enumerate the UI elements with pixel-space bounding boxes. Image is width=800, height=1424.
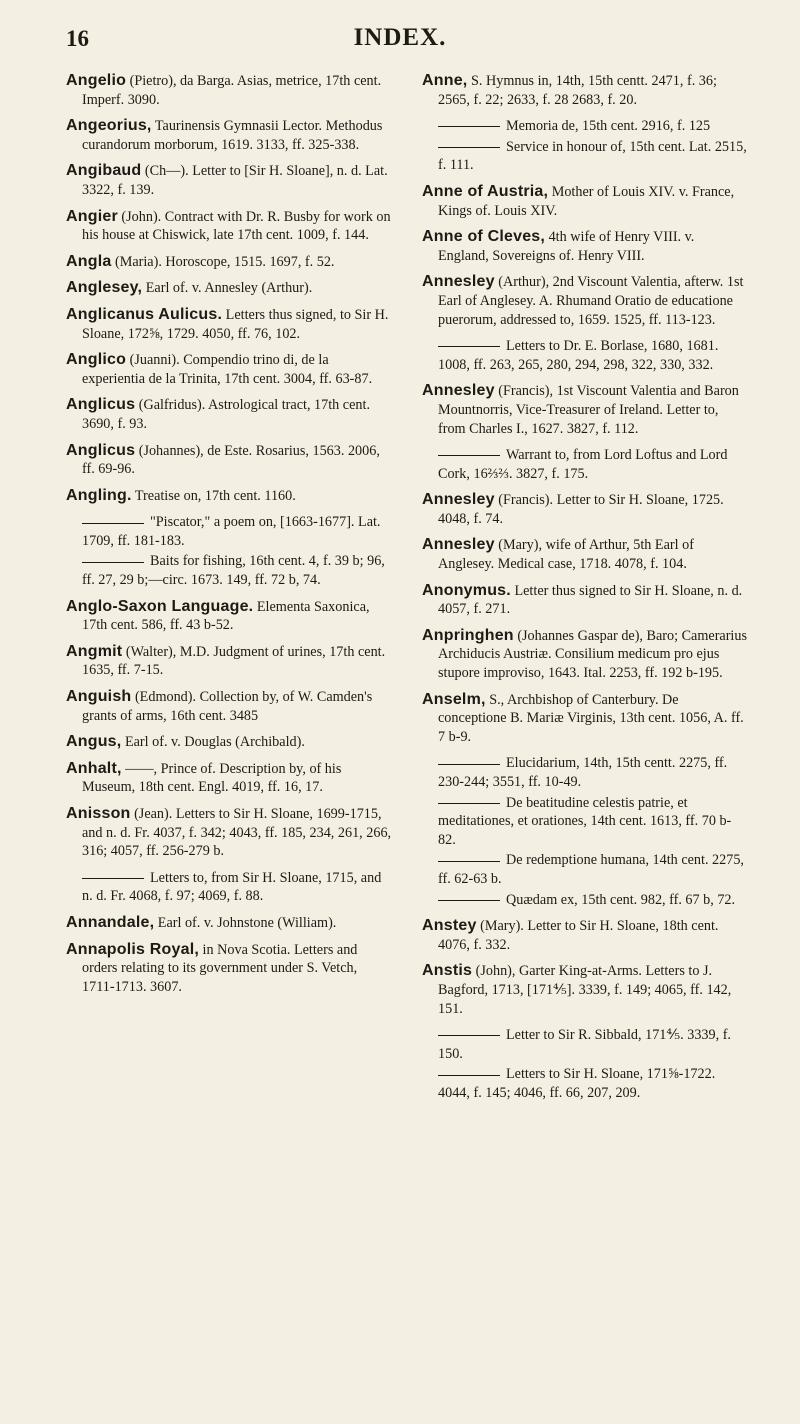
- index-subentry: [422, 1026, 748, 1063]
- entry-headword: Anglesey,: [66, 279, 143, 297]
- right-column: [422, 72, 748, 1111]
- ditto-rule: [438, 455, 500, 456]
- index-entry: [422, 382, 748, 438]
- subentry-text: Letters to, from Sir H. Sloane, 1715, and n. d. Fr. 4068, f. 97; 4069, f. 88.: [82, 869, 382, 905]
- entry-text: (Mary). Letter to Sir H. Sloane, 18th cent. 4076, f. 332.: [438, 918, 719, 953]
- subentry-text: Letters to Sir H. Sloane, 171⅝-1722. 4044, f. 145; 4046, ff. 66, 207, 209.: [438, 1066, 716, 1101]
- entry-headword: Anselm,: [422, 690, 486, 708]
- entry-headword: Annandale,: [66, 913, 155, 931]
- entry-headword: Anglicus: [66, 441, 136, 459]
- entry-text: (Galfridus). Astrological tract, 17th cent. 3690, f. 93.: [82, 397, 370, 432]
- entry-text: (Arthur), 2nd Viscount Valentia, afterw. 1st Earl of Anglesey. A. Rhumand Oratio de educatione puerorum, addressed to, 1659. 1525, ff. 113-123.: [438, 274, 744, 328]
- index-entry: [422, 536, 748, 573]
- entry-headword: Anonymus.: [422, 581, 511, 599]
- subentry-text: Elucidarium, 14th, 15th centt. 2275, ff. 230-244; 3551, ff. 10-49.: [438, 755, 728, 790]
- index-entry: [66, 914, 392, 933]
- entry-headword: Anpringhen: [422, 626, 514, 644]
- index-subentry: [422, 1065, 748, 1102]
- index-entry: [66, 733, 392, 752]
- entry-headword: Annapolis Royal,: [66, 940, 199, 958]
- ditto-rule: [438, 861, 500, 862]
- index-entry: [66, 598, 392, 635]
- index-entry: [422, 691, 748, 747]
- entry-text: (Ch—). Letter to [Sir H. Sloane], n. d. Lat. 3322, f. 139.: [82, 163, 388, 198]
- entry-text: Earl of. v. Johnstone (William).: [154, 914, 337, 931]
- ditto-rule: [438, 126, 500, 127]
- left-column: [66, 72, 392, 1004]
- entry-text: (Johannes), de Este. Rosarius, 1563. 2006, ff. 69-96.: [82, 442, 380, 478]
- subentry-text: Warrant to, from Lord Loftus and Lord Cork, 16⅔⅔. 3827, f. 175.: [438, 447, 728, 482]
- ditto-rule: [82, 562, 144, 563]
- subentry-text: Memoria de, 15th cent. 2916, f. 125: [506, 118, 711, 135]
- index-subentry: [66, 513, 392, 550]
- subentry-text: "Piscator," a poem on, [1663-1677]. Lat. 1709, ff. 181-183.: [82, 514, 381, 549]
- index-entry: [66, 72, 392, 109]
- page-number: 16: [66, 26, 89, 51]
- index-entry: [66, 805, 392, 861]
- ditto-rule: [438, 803, 500, 804]
- index-entry: [66, 688, 392, 725]
- entry-headword: Anne,: [422, 72, 468, 89]
- entry-headword: Angelio: [66, 72, 127, 89]
- entry-text: Earl of. v. Annesley (Arthur).: [142, 280, 313, 297]
- index-subentry: [422, 117, 748, 136]
- index-entry: [66, 351, 392, 388]
- entry-text: in Nova Scotia. Letters and orders relating to its government under S. Vetch, 1711-1713. 3607.: [82, 941, 358, 995]
- entry-text: (Johannes Gaspar de), Baro; Camerarius Archiducis Austriæ. Consilium medicum pro ejus stupore improviso, 1643. Ital. 2253, ff. 192 b-195.: [438, 627, 747, 682]
- entry-headword: Angeorius,: [66, 117, 152, 135]
- ditto-rule: [438, 147, 500, 148]
- index-entry: [422, 627, 748, 683]
- entry-headword: Angmit: [66, 642, 123, 660]
- entry-text: (Jean). Letters to Sir H. Sloane, 1699-1715, and n. d. Fr. 4037, f. 342; 4043, ff. 185, 234, 261, 266, 316; 4057, ff. 256-279 b.: [82, 806, 392, 860]
- entry-text: (Mary), wife of Arthur, 5th Earl of Anglesey. Medical case, 1718. 4078, f. 104.: [438, 537, 694, 573]
- index-subentry: [422, 794, 748, 850]
- entry-text: Mother of Louis XIV. v. France, Kings of. Louis XIV.: [438, 183, 735, 219]
- entry-text: (Francis), 1st Viscount Valentia and Baron Mountnorris, Vice-Treasurer of Ireland. Letter to, from Charles I., 1627. 3827, f. 112.: [438, 383, 739, 437]
- index-entry: [422, 228, 748, 265]
- entry-headword: Anhalt,: [66, 759, 122, 777]
- index-entry: [66, 941, 392, 997]
- subentry-text: Service in honour of, 15th cent. Lat. 2515, f. 111.: [438, 138, 747, 174]
- index-entry: [66, 396, 392, 433]
- index-entry: [66, 208, 392, 245]
- index-entry: [66, 117, 392, 154]
- index-subentry: [422, 851, 748, 888]
- index-entry: [422, 273, 748, 329]
- entry-text: (Francis). Letter to Sir H. Sloane, 1725. 4048, f. 74.: [438, 492, 724, 527]
- entry-headword: Annesley: [422, 382, 495, 400]
- index-subentry: [66, 869, 392, 906]
- ditto-rule: [438, 346, 500, 347]
- index-entry: [66, 442, 392, 479]
- entry-text: S. Hymnus in, 14th, 15th centt. 2471, f. 36; 2565, f. 22; 2633, f. 28 2683, f. 20.: [438, 73, 717, 108]
- running-head: INDEX.: [353, 24, 447, 51]
- entry-text: (John). Contract with Dr. R. Busby for work on his house at Chiswick, late 17th cent. 1009, f. 144.: [82, 208, 391, 244]
- entry-text: (Pietro), da Barga. Asias, metrice, 17th cent. Imperf. 3090.: [82, 73, 382, 108]
- entry-headword: Anglico: [66, 351, 127, 369]
- index-entry: [66, 279, 392, 298]
- index-entry: [422, 491, 748, 528]
- entry-headword: Angibaud: [66, 162, 142, 180]
- entry-headword: Angier: [66, 207, 118, 225]
- entry-headword: Anglicanus Aulicus.: [66, 305, 223, 323]
- entry-headword: Anstey: [422, 917, 477, 935]
- entry-headword: Annesley: [422, 536, 495, 554]
- entry-headword: Angla: [66, 252, 112, 270]
- index-entry: [66, 643, 392, 680]
- entry-text: (Juanni). Compendio trino di, de la experientia de la Trinita, 17th cent. 3004, ff. 63-87.: [82, 352, 373, 387]
- ditto-rule: [438, 1075, 500, 1076]
- index-subentry: [422, 138, 748, 175]
- entry-text: (Edmond). Collection by, of W. Camden's grants of arms, 16th cent. 3485: [82, 689, 373, 724]
- ditto-rule: [438, 1035, 500, 1036]
- entry-headword: Anisson: [66, 805, 131, 822]
- index-entry: [66, 162, 392, 199]
- entry-text: (Maria). Horoscope, 1515. 1697, f. 52.: [111, 253, 335, 270]
- index-entry: [66, 306, 392, 343]
- entry-headword: Anglo-Saxon Language.: [66, 597, 254, 615]
- entry-headword: Angus,: [66, 733, 122, 751]
- subentry-text: De beatitudine celestis patrie, et meditationes, et orationes, 14th cent. 1613, ff. 70 b-82.: [438, 794, 732, 848]
- entry-headword: Angling.: [66, 486, 132, 504]
- entry-headword: Anne of Austria,: [422, 182, 549, 200]
- index-entry: [66, 253, 392, 272]
- page-header: [0, 22, 800, 62]
- entry-text: Elementa Saxonica, 17th cent. 586, ff. 43 b-52.: [82, 598, 370, 634]
- entry-text: ——, Prince of. Description by, of his Museum, 18th cent. Engl. 4019, ff. 16, 17.: [82, 760, 342, 796]
- index-entry: [422, 917, 748, 954]
- entry-headword: Annesley: [422, 491, 495, 509]
- index-entry: [422, 582, 748, 619]
- entry-text: Letter thus signed to Sir H. Sloane, n. d. 4057, f. 271.: [438, 582, 743, 618]
- entry-headword: Anne of Cleves,: [422, 228, 546, 246]
- index-subentry: [422, 891, 748, 910]
- entry-text: 4th wife of Henry VIII. v. England, Sovereigns of. Henry VIII.: [438, 229, 695, 264]
- index-entry: [422, 183, 748, 220]
- index-subentry: [422, 754, 748, 791]
- subentry-text: Letter to Sir R. Sibbald, 171⅘. 3339, f. 150.: [438, 1027, 731, 1062]
- entry-text: Treatise on, 17th cent. 1160.: [131, 487, 296, 504]
- entry-text: S., Archbishop of Canterbury. De conceptione B. Mariæ Virginis, 13th cent. 1056, A. ff. 7 b-9.: [438, 691, 744, 745]
- index-subentry: [422, 337, 748, 374]
- index-subentry: [422, 446, 748, 483]
- ditto-rule: [438, 764, 500, 765]
- ditto-rule: [82, 878, 144, 879]
- subentry-text: Quædam ex, 15th cent. 982, ff. 67 b, 72.: [506, 891, 736, 908]
- entry-headword: Anstis: [422, 962, 473, 980]
- ditto-rule: [438, 900, 500, 901]
- entry-text: (Walter), M.D. Judgment of urines, 17th cent. 1635, ff. 7-15.: [82, 643, 386, 679]
- entry-text: Taurinensis Gymnasii Lector. Methodus curandorum morborum, 1619. 3133, ff. 325-338.: [82, 118, 383, 153]
- subentry-text: De redemptione humana, 14th cent. 2275, ff. 62-63 b.: [438, 852, 744, 887]
- index-entry: [422, 72, 748, 109]
- index-entry: [66, 760, 392, 797]
- entry-text: Earl of. v. Douglas (Archibald).: [121, 734, 305, 751]
- entry-headword: Anguish: [66, 688, 132, 706]
- entry-headword: Annesley: [422, 273, 495, 291]
- entry-text: Letters thus signed, to Sir H. Sloane, 172⅝, 1729. 4050, ff. 76, 102.: [82, 306, 389, 342]
- entry-headword: Anglicus: [66, 396, 136, 414]
- index-subentry: [66, 552, 392, 589]
- subentry-text: Baits for fishing, 16th cent. 4, f. 39 b; 96, ff. 27, 29 b;—circ. 1673. 149, ff. 72 b, 74.: [82, 553, 385, 589]
- index-entry: [66, 487, 392, 506]
- subentry-text: Letters to Dr. E. Borlase, 1680, 1681. 1008, ff. 263, 265, 280, 294, 298, 322, 330, 332.: [438, 338, 719, 373]
- index-entry: [422, 962, 748, 1018]
- entry-text: (John), Garter King-at-Arms. Letters to J. Bagford, 1713, [171⅘]. 3339, f. 149; 4065, ff. 142, 151.: [438, 963, 732, 1017]
- ditto-rule: [82, 523, 144, 524]
